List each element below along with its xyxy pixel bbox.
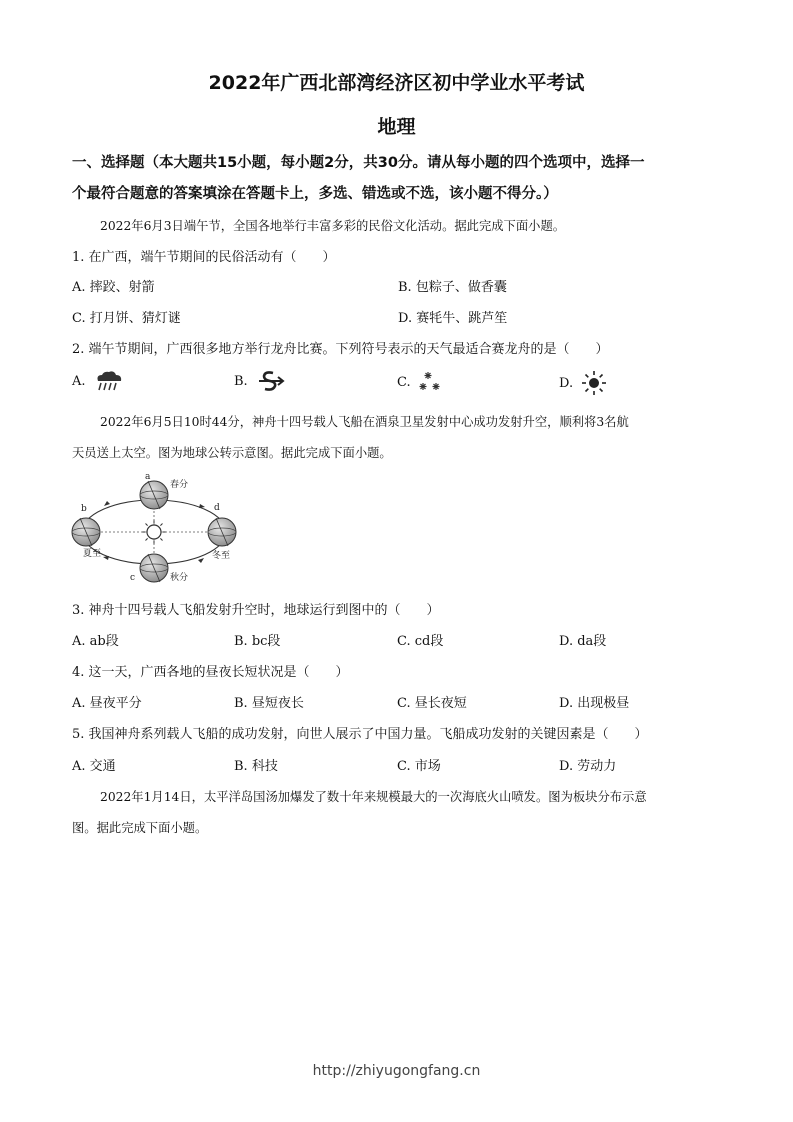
section-heading-line1: 一、选择题（本大题共15小题，每小题2分，共30分。请从每小题的四个选项中，选择一	[72, 155, 645, 171]
globe-d	[208, 518, 236, 546]
question-1-option-d: D. 赛牦牛、跳芦笙	[398, 311, 508, 326]
label-c: c	[130, 573, 136, 583]
question-2-option-d	[559, 370, 607, 396]
intro-paragraph-2-line1: 2022年6月5日10时44分，神舟十四号载人飞船在酒泉卫星发射中心成功发射升空，顺利将3名航	[100, 415, 629, 429]
orbit-arrow-ab	[104, 501, 110, 506]
label-summer-solstice: 夏至	[83, 549, 102, 559]
question-1-option-b: B. 包粽子、做香囊	[398, 280, 507, 295]
question-4-option-c: C. 昼长夜短	[397, 696, 467, 711]
section-heading	[72, 148, 732, 210]
label-spring-equinox: 春分	[170, 480, 189, 490]
question-2-option-c-label: C.	[397, 374, 411, 390]
section-heading-line2: 个最符合题意的答案填涂在答题卡上，多选、错选或不选，该小题不得分。）	[72, 186, 558, 202]
sandstorm-icon	[256, 370, 286, 392]
globe-b	[72, 518, 100, 546]
question-4-option-d: D. 出现极昼	[559, 696, 630, 711]
question-2-option-d-label: D.	[559, 375, 574, 391]
intro-paragraph-3-line2: 图。据此完成下面小题。	[72, 821, 208, 835]
label-autumn-equinox: 秋分	[170, 573, 189, 583]
question-4-option-b: B. 昼短夜长	[234, 696, 304, 711]
footer-url-link[interactable]: http://zhiyugongfang.cn	[312, 1063, 481, 1079]
label-b: b	[81, 504, 87, 514]
question-2-option-c	[397, 370, 443, 394]
exam-title: 2022年广西北部湾经济区初中学业水平考试	[208, 72, 585, 94]
orbit-arrow-cd	[198, 558, 204, 563]
question-1-option-a: A. 摔跤、射箭	[72, 280, 155, 295]
question-4-stem: 4. 这一天，广西各地的昼夜长短状况是（ ）	[72, 665, 349, 680]
orbit-arrow-da	[199, 504, 205, 508]
question-3-option-a: A. ab段	[72, 634, 119, 649]
question-1-option-c: C. 打月饼、猜灯谜	[72, 311, 181, 326]
label-a: a	[145, 472, 151, 482]
question-5-option-d: D. 劳动力	[559, 759, 617, 774]
label-d: d	[214, 503, 220, 513]
question-4-option-a: A. 昼夜平分	[72, 696, 142, 711]
question-2-option-a-label: A.	[72, 373, 86, 389]
question-1-stem: 1. 在广西，端午节期间的民俗活动有（ ）	[72, 250, 336, 265]
question-2-option-b	[234, 370, 286, 392]
question-3-option-c: C. cd段	[397, 634, 444, 649]
question-2-option-a	[72, 370, 124, 392]
question-5-option-b: B. 科技	[234, 759, 278, 774]
globe-c	[140, 554, 168, 582]
globe-a	[140, 481, 168, 509]
intro-paragraph-3-line1: 2022年1月14日，太平洋岛国汤加爆发了数十年来规模最大的一次海底火山喷发。图为板块分布示意	[100, 790, 647, 804]
orbit-arrow-bc	[103, 556, 109, 560]
intro-paragraph-1: 2022年6月3日端午节，全国各地举行丰富多彩的民俗文化活动。据此完成下面小题。	[100, 219, 566, 233]
question-3-stem: 3. 神舟十四号载人飞船发射升空时，地球运行到图中的（ ）	[72, 603, 440, 618]
question-5-option-a: A. 交通	[72, 759, 116, 774]
earth-revolution-diagram	[70, 470, 245, 588]
question-5-stem: 5. 我国神舟系列载人飞船的成功发射，向世人展示了中国力量。飞船成功发射的关键因素是（ ）	[72, 727, 648, 742]
sunny-icon	[581, 370, 607, 396]
rain-cloud-icon	[94, 370, 124, 392]
label-winter-solstice: 冬至	[212, 551, 231, 561]
question-3-option-d: D. da段	[559, 634, 607, 649]
question-5-option-c: C. 市场	[397, 759, 441, 774]
question-2-option-b-label: B.	[234, 373, 248, 389]
question-3-option-b: B. bc段	[234, 634, 281, 649]
snow-fog-icon	[419, 370, 443, 394]
question-2-stem: 2. 端午节期间，广西很多地方举行龙舟比赛。下列符号表示的天气最适合赛龙舟的是（ ）	[72, 342, 609, 357]
intro-paragraph-2-line2: 天员送上太空。图为地球公转示意图。据此完成下面小题。	[72, 446, 392, 460]
exam-subject: 地理	[377, 116, 416, 138]
